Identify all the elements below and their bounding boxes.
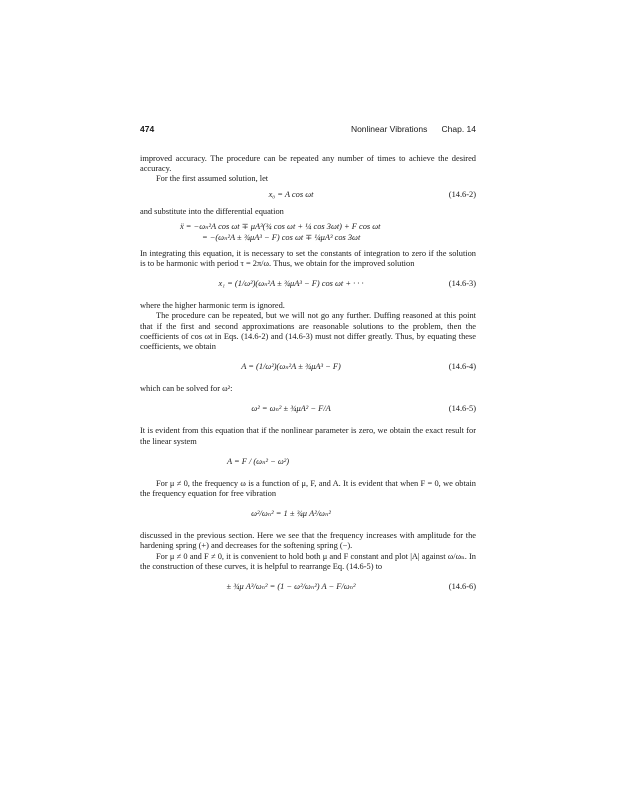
equation	[140, 577, 476, 599]
equation-expression: ± ¾μ A³/ωₙ² = (1 − ω²/ωₙ²) A − F/ωₙ²	[226, 582, 356, 592]
equation	[140, 452, 476, 474]
paragraph: discussed in the previous section. Here we see that the frequency increases with amplitude for the hardening spring (+) and decreases for the softening spring (−).	[140, 531, 476, 551]
equation	[140, 399, 476, 421]
equation	[140, 274, 476, 296]
page-number: 474	[140, 124, 155, 134]
equation-expression: A = (1/ω²)(ωₙ²A ± ¾μA³ − F)	[241, 362, 341, 372]
page-body	[140, 154, 476, 604]
paragraph: In integrating this equation, it is necessary to set the constants of integration to zero if the solution is to be harmonic with period τ = 2π/ω. Thus, we obtain for the improved solution	[140, 248, 476, 269]
running-title: Nonlinear Vibrations Chap. 14	[350, 124, 476, 134]
paragraph: and substitute into the differential equation	[140, 206, 284, 216]
equation-number: (14.6-5)	[448, 404, 476, 414]
equation-number: (14.6-2)	[448, 189, 476, 199]
equation	[140, 222, 476, 244]
equation-number: (14.6-4)	[448, 362, 476, 372]
equation-expression: ω²/ωₙ² = 1 ± ¾μ A²/ωₙ²	[251, 509, 331, 519]
paragraph: improved accuracy. The procedure can be repeated any number of times to achieve the desired accuracy.	[140, 154, 476, 174]
equation-expression: A = F / (ωₙ² − ω²)	[226, 456, 290, 466]
page-header	[140, 124, 476, 136]
paragraph: where the higher harmonic term is ignored.	[140, 301, 285, 311]
equation-expression: x₀ = A cos ωt	[268, 189, 314, 199]
paragraph: For μ ≠ 0, the frequency ω is a function of μ, F, and A. It is evident that when F = 0, we obtain the frequency equation for free vibration	[140, 478, 476, 499]
paragraph: For the first assumed solution, let	[156, 174, 269, 184]
equation-line: = −(ωₙ²A ± ¾μA³ − F) cos ωt ∓ ¼μA³ cos 3ωt	[202, 232, 361, 242]
equation-number: (14.6-6)	[448, 582, 476, 592]
equation-expression: ω² = ωₙ² ± ¾μA² − F/A	[251, 404, 331, 414]
paragraph: The procedure can be repeated, but we will not go any further. Duffing reasoned at this point that if the first and second approximations are reasonable solutions to the problem, then the coefficients of cos ωt in Eqs. (14.6-2) and (14.6-3) must not differ greatly. Thus, by equating these coefficients, we obtain	[140, 311, 476, 352]
equation-line: ẍ = −ωₙ²A cos ωt ∓ μA³(¾ cos ωt + ¼ cos 3ωt) + F cos ωt	[180, 221, 381, 231]
equation	[140, 357, 476, 379]
equation-number: (14.6-3)	[448, 279, 476, 289]
paragraph: which can be solved for ω²:	[140, 384, 233, 394]
equation	[140, 190, 476, 202]
paragraph: It is evident from this equation that if the nonlinear parameter is zero, we obtain the exact result for the linear system	[140, 426, 476, 446]
equation	[140, 504, 476, 526]
paragraph: For μ ≠ 0 and F ≠ 0, it is convenient to hold both μ and F constant and plot |A| against ω/ωₙ. In the construction of these curves, it is helpful to rearrange Eq. (14.6-5) to	[140, 551, 476, 571]
equation-expression: x₁ = (1/ω²)(ωₙ²A ± ¾μA³ − F) cos ωt + · · ·	[218, 279, 364, 289]
